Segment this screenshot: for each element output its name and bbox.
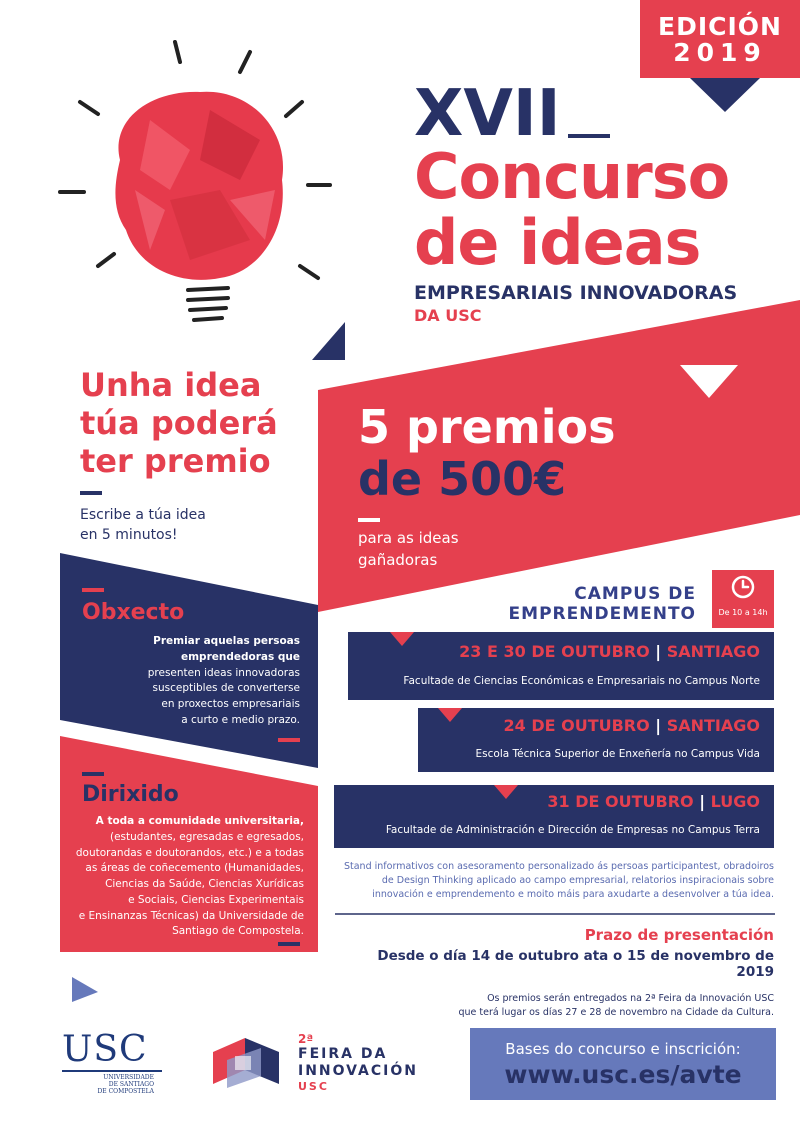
event-1-heading: 23 E 30 DE OUTUBRO | SANTIAGO — [459, 642, 760, 661]
deadline-title: Prazo de presentación — [584, 926, 774, 944]
dirixido-text: A toda a comunidade universitaria, (estudantes, egresadas e egresados, doutorandas e doutorandos, etc.) e a todas as áreas de coñecemento (Humanidades, Ciencias da Saúde, Ciencias Xurídicas e Sociais, Ciencias Experimentais e Ensinanzas Técnicas) da Universidade de Santiago de Compostela. — [75, 815, 304, 938]
pitch-sub2: en 5 minutos! — [80, 526, 178, 543]
prize-sub2: gañadoras — [358, 550, 438, 569]
event-1-city: SANTIAGO — [666, 642, 760, 661]
pitch-line2: túa poderá — [80, 403, 278, 442]
prize-sub1: para as ideas — [358, 529, 459, 547]
prize-line2: de 500€ — [358, 452, 567, 506]
lightbulb-illustration — [50, 40, 340, 340]
pitch-headline — [80, 367, 278, 480]
edition-badge — [640, 14, 800, 67]
obxecto-text: Premiar aquelas persoas emprendedoras que presenten ideas innovadoras susceptibles de converterse en proxectos empresariais a curto e medio prazo. — [147, 635, 300, 726]
campus-hours: De 10 a 14h — [718, 608, 768, 617]
event-2-city: SANTIAGO — [666, 716, 760, 735]
usc-logo-text: USC — [62, 1029, 148, 1070]
clock-icon — [730, 574, 756, 600]
pitch-line3: ter premio — [80, 441, 271, 480]
obxecto-title: Obxecto — [82, 600, 185, 625]
event-1-place: Facultade de Ciencias Económicas e Empresariais no Campus Norte — [403, 675, 760, 687]
feira-number: 2ª — [298, 1032, 314, 1046]
event-2-place: Escola Técnica Superior de Enxeñería no Campus Vida — [475, 748, 760, 760]
hero-subtitle: EMPRESARIAIS INNOVADORAS — [414, 282, 738, 304]
event-3-heading: 31 DE OUTUBRO | LUGO — [547, 792, 760, 811]
campus-title: CAMPUS DE EMPRENDEMENTO — [508, 584, 696, 625]
obxecto-end-dash — [278, 738, 300, 742]
deadline-text: Desde o día 14 de outubro ata o 15 de novembro de 2019 — [377, 948, 774, 980]
event-3-city: LUGO — [710, 792, 760, 811]
cta-url-link[interactable]: www.usc.es/avte — [504, 1060, 742, 1089]
pitch-sub — [80, 506, 206, 545]
event-2-heading: 24 DE OUTUBRO | SANTIAGO — [503, 716, 760, 735]
edition-number: XVII — [414, 77, 561, 151]
dirixido-end-dash — [278, 942, 300, 946]
feira-logo-text: 2ª FEIRA DA INNOVACIÓN USC — [298, 1032, 418, 1093]
edition-label: EDICIÓN — [658, 12, 782, 41]
dirixido-title: Dirixido — [82, 782, 179, 807]
hero-title-line1: Concurso — [414, 140, 730, 213]
stand-text: Stand informativos con asesoramento personalizado ás persoas participantest, obradoiros de Design Thinking aplicado ao campo empresarial, relatorios inspiracionais sobre innovación e emprendemento e moito máis para axudarte a desenvolver a túa idea. — [343, 861, 774, 900]
hero-title-line2: de ideas — [414, 206, 701, 279]
pitch-dash — [80, 491, 102, 495]
edition-year: 2019 — [673, 38, 767, 68]
prize-line1: 5 premios — [358, 400, 616, 454]
title-dash — [568, 134, 610, 138]
event-3-date: 31 DE OUTUBRO — [547, 792, 694, 811]
usc-logo — [62, 1029, 162, 1096]
cta-label: Bases do concurso e inscrición: — [505, 1040, 741, 1058]
obxecto-dash — [82, 588, 104, 592]
feira-logo-mark — [205, 1030, 287, 1090]
hero-subtitle2: DA USC — [414, 306, 482, 325]
small-blue-triangle — [72, 977, 98, 1002]
pitch-sub1: Escribe a túa idea — [80, 507, 206, 523]
dirixido-dash — [82, 772, 104, 776]
usc-logo-subtitle: UNIVERSIDADE DE SANTIAGO DE COMPOSTELA — [62, 1070, 162, 1096]
prize-dash — [358, 518, 380, 522]
badge-navy-triangle — [690, 78, 760, 112]
pitch-line1: Unha idea — [80, 366, 262, 404]
clock-block — [712, 574, 774, 617]
event-1-date: 23 E 30 DE OUTUBRO — [459, 642, 650, 661]
event-2-date: 24 DE OUTUBRO — [503, 716, 650, 735]
awards-text: Os premios serán entregados na 2ª Feira da Innovación USC que terá lugar os días 27 e 28 de novembro na Cidade da Cultura. — [458, 993, 774, 1018]
event-3-place: Facultade de Administración e Dirección de Empresas no Campus Terra — [385, 824, 760, 836]
prize-sub — [358, 528, 459, 572]
